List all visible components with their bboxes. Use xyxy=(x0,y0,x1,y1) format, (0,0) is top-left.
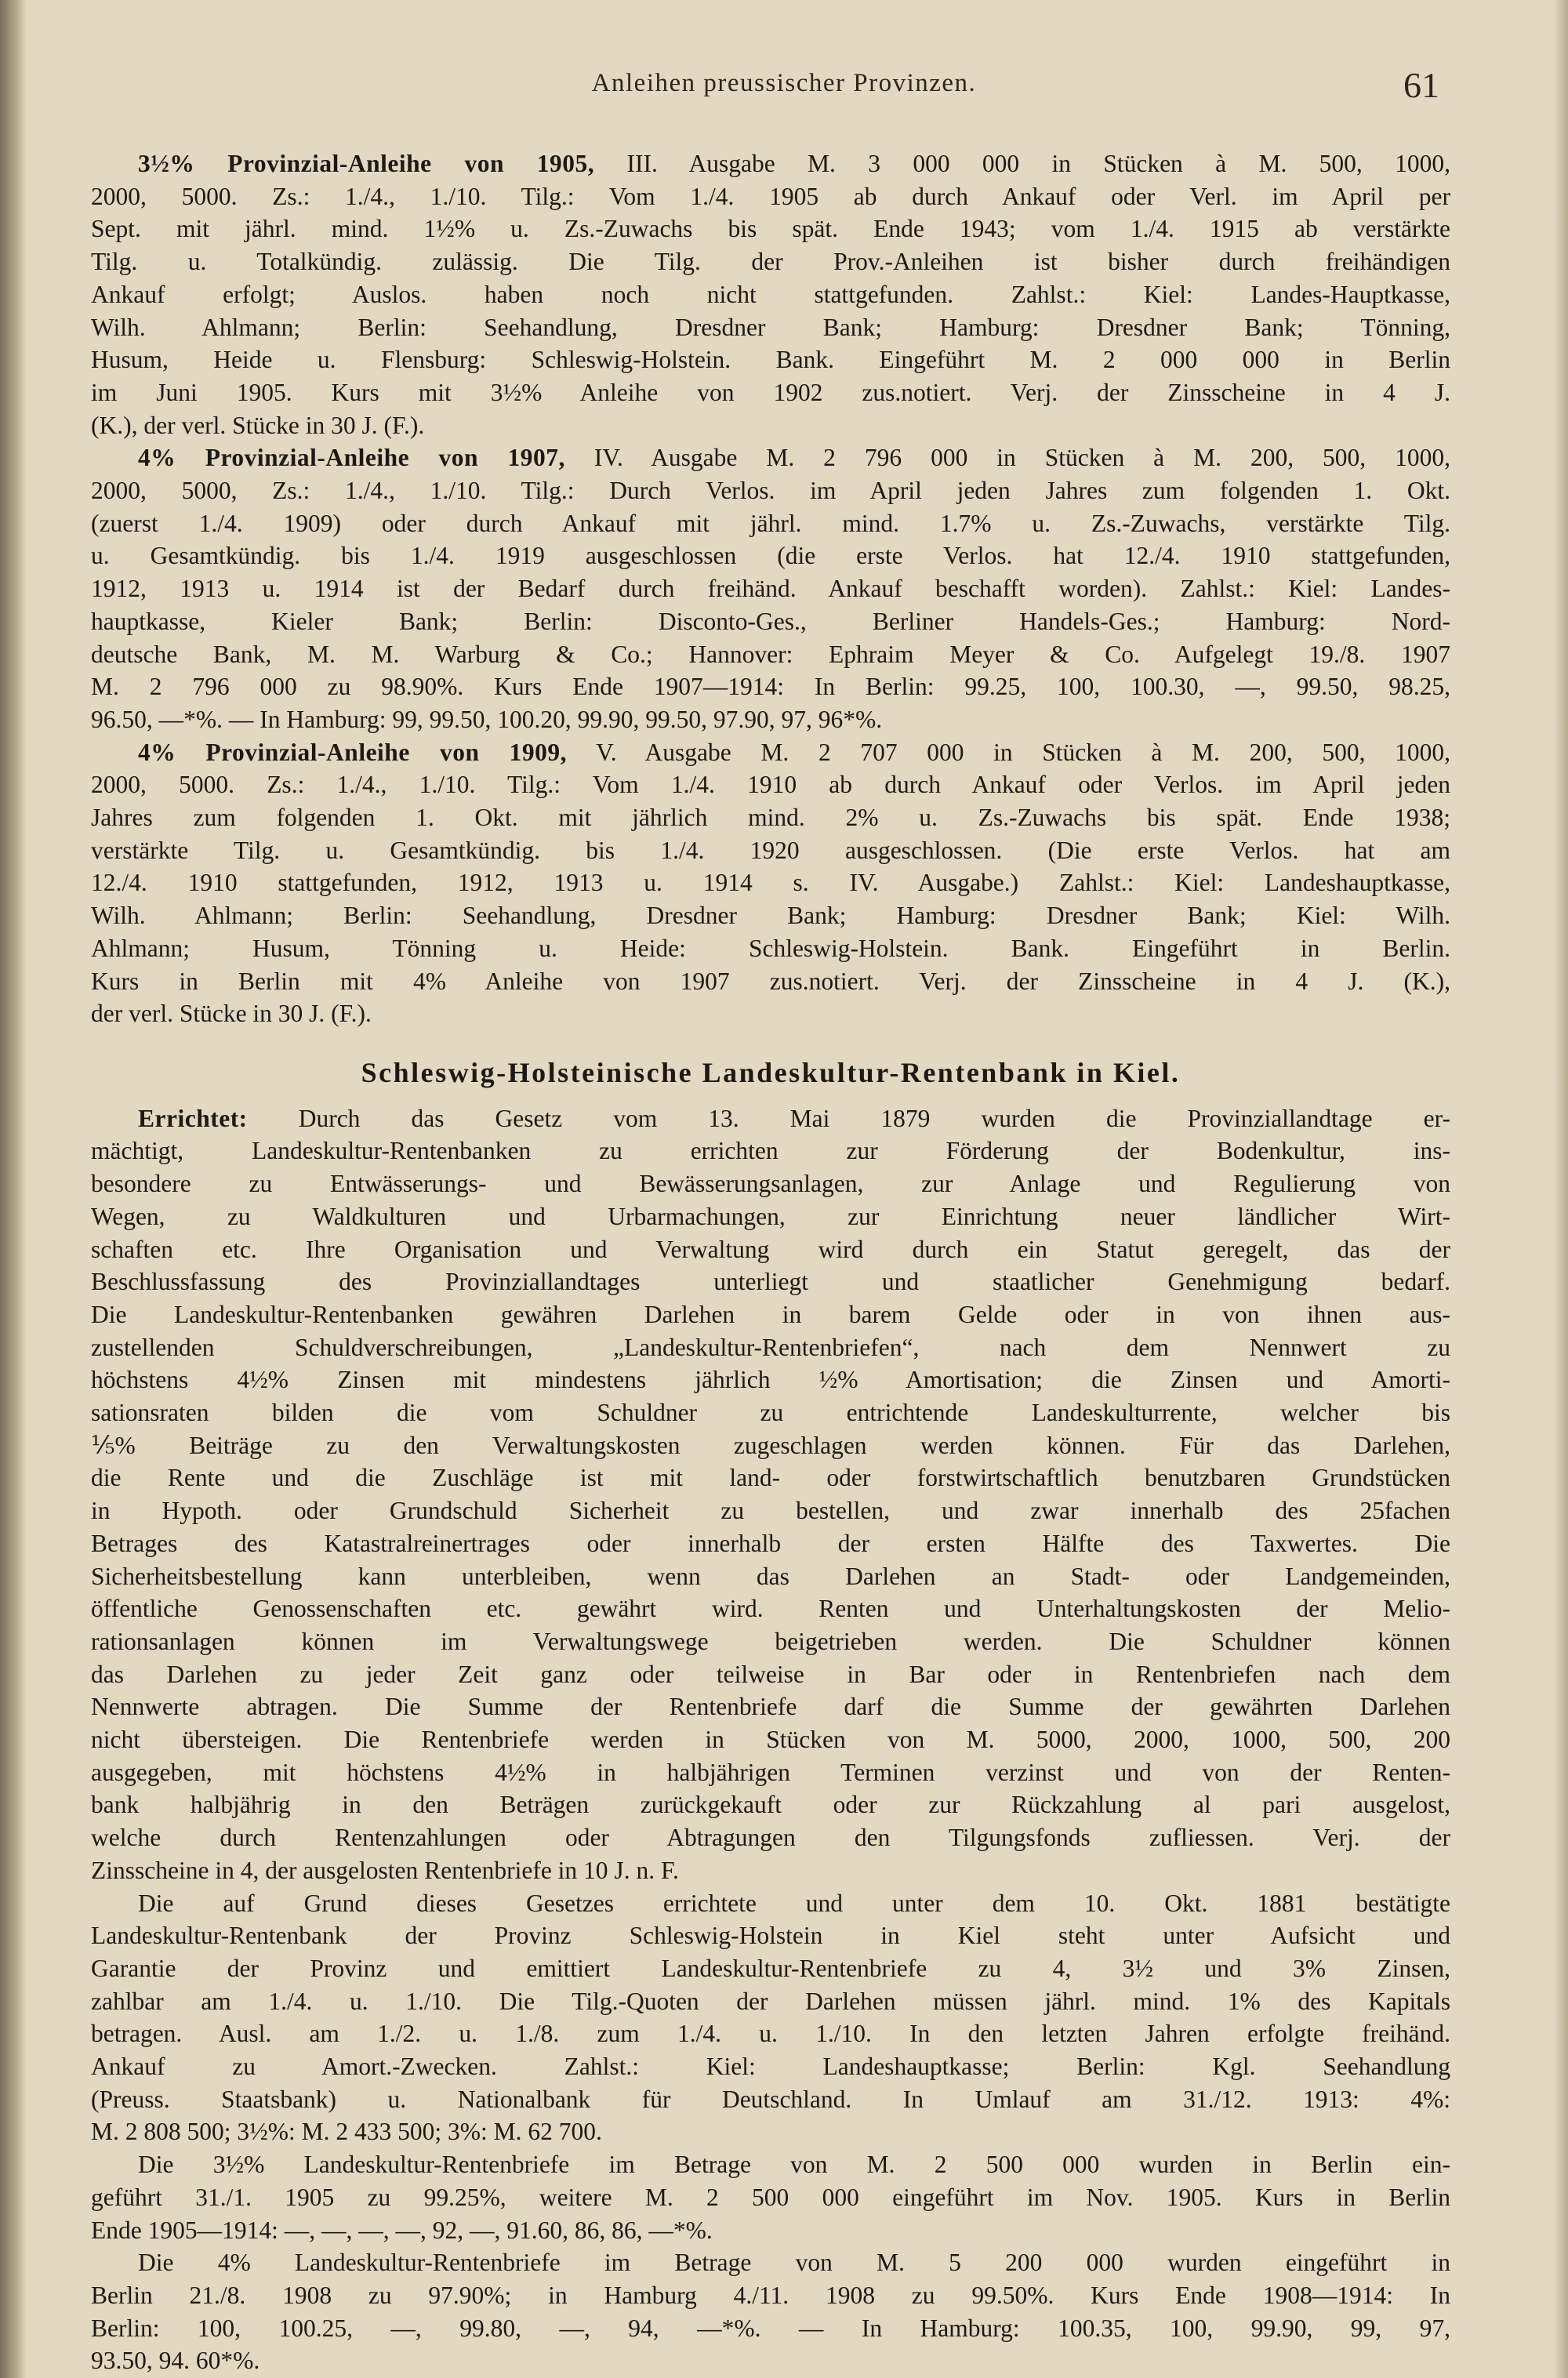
text-line: das Darlehen zu jeder Zeit ganz oder teilweise in Bar oder in Rentenbriefen nach dem xyxy=(91,1660,1450,1688)
text-line: Wilh. Ahlmann; Berlin: Seehandlung, Dresdner Bank; Hamburg: Dresdner Bank; Kiel: Wilh. xyxy=(91,902,1450,930)
text-line: Die auf Grund dieses Gesetzes errichtete und unter dem 10. Okt. 1881 bestätigte xyxy=(138,1889,1450,1917)
text-line: geführt 31./1. 1905 zu 99.25%, weitere M. 2 500 000 eingeführt im Nov. 1905. Kurs in Berlin xyxy=(91,2183,1450,2211)
paragraph-3-5-percent-bonds xyxy=(91,2148,1450,2246)
text-line: zustellenden Schuldverschreibungen, „Landeskultur-Rentenbriefen“, nach dem Nennwert zu xyxy=(91,1333,1450,1361)
text-line: nicht übersteigen. Die Rentenbriefe werden in Stücken von M. 5000, 2000, 1000, 500, 200 xyxy=(91,1726,1450,1754)
text-line: 96.50, —*%. — In Hamburg: 99, 99.50, 100.20, 99.90, 99.50, 97.90, 97, 96*%. xyxy=(91,705,883,733)
text-line: (zuerst 1./4. 1909) oder durch Ankauf mit jährl. mind. 1.7% u. Zs.-Zuwachs, verstärkte Tilg. xyxy=(91,509,1450,537)
text-line: Wegen, zu Waldkulturen und Urbarmachungen, zur Einrichtung neuer ländlicher Wirt- xyxy=(91,1202,1450,1230)
text-line: Sept. mit jährl. mind. 1½% u. Zs.-Zuwachs bis spät. Ende 1943; vom 1./4. 1915 ab verstärkte xyxy=(91,215,1450,243)
text-line: (K.), der verl. Stücke in 30 J. (F.). xyxy=(91,411,425,439)
loan-heading-rest: III. Ausgabe M. 3 000 000 in Stücken à M. 500, 1000, xyxy=(594,150,1451,177)
text-line: sationsraten bilden die vom Schuldner zu entrichtende Landeskulturrente, welcher bis xyxy=(91,1399,1450,1427)
text-line: Husum, Heide u. Flensburg: Schleswig-Holstein. Bank. Eingeführt M. 2 000 000 in Berlin xyxy=(91,346,1450,374)
text-line: Zinsscheine in 4, der ausgelosten Rentenbriefe in 10 J. n. F. xyxy=(91,1856,679,1884)
text-line: Nennwerte abtragen. Die Summe der Rentenbriefe darf die Summe der gewährten Darlehen xyxy=(91,1693,1450,1721)
text-line: Die 3½% Landeskultur-Rentenbriefe im Betrage von M. 2 500 000 wurden in Berlin ein- xyxy=(138,2151,1450,2179)
text-line: Wilh. Ahlmann; Berlin: Seehandlung, Dresdner Bank; Hamburg: Dresdner Bank; Tönning, xyxy=(91,313,1450,341)
text-line: hauptkasse, Kieler Bank; Berlin: Disconto-Ges., Berliner Handels-Ges.; Hamburg: Nord- xyxy=(91,607,1450,635)
text-line xyxy=(91,1102,1450,1135)
text-line: Beschlussfassung des Provinziallandtages unterliegt und staatlicher Genehmigung bedarf. xyxy=(91,1268,1450,1296)
running-title: Anleihen preussischer Provinzen. xyxy=(591,69,977,97)
section-heading: Schleswig-Holsteinische Landeskultur-Rentenbank in Kiel. xyxy=(361,1056,1181,1088)
paragraph-4-percent-bonds xyxy=(91,2246,1450,2377)
text-line: Berlin 21./8. 1908 zu 97.90%; in Hamburg 4./11. 1908 zu 99.50%. Kurs Ende 1908—1914: In xyxy=(91,2282,1450,2309)
text-line: Landeskultur-Rentenbank der Provinz Schleswig-Holstein in Kiel steht unter Aufsicht und xyxy=(91,1922,1450,1950)
text-line: Ende 1905—1914: —, —, —, —, 92, —, 91.60, 86, 86, —*%. xyxy=(91,2216,713,2244)
established-label: Errichtet: xyxy=(138,1104,248,1132)
text-line: Ankauf zu Amort.-Zwecken. Zahlst.: Kiel: Landeshauptkasse; Berlin: Kgl. Seehandlung xyxy=(91,2053,1450,2081)
text-line: Jahres zum folgenden 1. Okt. mit jährlich mind. 2% u. Zs.-Zuwachs bis spät. Ende 1938; xyxy=(91,804,1450,832)
text-line: Sicherheitsbestellung kann unterbleiben, wenn das Darlehen an Stadt- oder Landgemeinden, xyxy=(91,1562,1450,1590)
text-line: bank halbjährig in den Beträgen zurückgekauft oder zur Rückzahlung al pari ausgelost, xyxy=(91,1791,1450,1819)
text-line: Garantie der Provinz und emittiert Landeskultur-Rentenbriefe zu 4, 3½ und 3% Zinsen, xyxy=(91,1954,1450,1982)
text-line: Die 4% Landeskultur-Rentenbriefe im Betrage von M. 5 200 000 wurden eingeführt in xyxy=(138,2249,1450,2277)
text-line: verstärkte Tilg. u. Gesamtkündig. bis 1./4. 1920 ausgeschlossen. (Die erste Verlos. hat am xyxy=(91,836,1450,864)
text-line: ausgegeben, mit höchstens 4½% in halbjährigen Terminen verzinst und von der Renten- xyxy=(91,1758,1450,1786)
text-line: Betrages des Katastralreinertrages oder innerhalb der ersten Hälfte des Taxwertes. Die xyxy=(91,1529,1450,1557)
main-text xyxy=(91,147,1450,2377)
loan-heading-rest: IV. Ausgabe M. 2 796 000 in Stücken à M. 200, 500, 1000, xyxy=(564,444,1450,472)
text-line: M. 2 796 000 zu 98.90%. Kurs Ende 1907—1914: In Berlin: 99.25, 100, 100.30, —, 99.50, 98.25, xyxy=(91,673,1450,701)
text-line: rationsanlagen können im Verwaltungswege beigetrieben werden. Die Schuldner können xyxy=(91,1627,1450,1655)
page-number: 61 xyxy=(1403,65,1439,105)
loan-first-line xyxy=(91,147,1450,180)
paragraph-establishment xyxy=(91,1102,1450,1887)
text-line: zahlbar am 1./4. u. 1./10. Die Tilg.-Quoten der Darlehen müssen jährl. mind. 1% des Kapitals xyxy=(91,1987,1450,2015)
binding-shadow xyxy=(0,0,27,2378)
text-line: 2000, 5000. Zs.: 1./4., 1./10. Tilg.: Vom 1./4. 1905 ab durch Ankauf oder Verl. im April per xyxy=(91,182,1450,210)
text-line: (Preuss. Staatsbank) u. Nationalbank für Deutschland. In Umlauf am 31./12. 1913: 4%: xyxy=(91,2085,1450,2113)
text-line: schaften etc. Ihre Organisation und Verwaltung wird durch ein Statut geregelt, das der xyxy=(91,1235,1450,1263)
text-line: im Juni 1905. Kurs mit 3½% Anleihe von 1902 zus.notiert. Verj. der Zinsscheine in 4 J. xyxy=(91,378,1450,406)
loan-entry xyxy=(91,441,1450,735)
text-line: 2000, 5000, Zs.: 1./4., 1./10. Tilg.: Durch Verlos. im April jeden Jahres zum folgenden 1. Okt. xyxy=(91,477,1450,505)
loan-heading: 3½% Provinzial-Anleihe von 1905, xyxy=(138,150,595,177)
loan-heading: 4% Provinzial-Anleihe von 1907, xyxy=(138,444,565,472)
loan-entries xyxy=(91,147,1450,1030)
text-line: 1912, 1913 u. 1914 ist der Bedarf durch freihänd. Ankauf beschafft worden). Zahlst.: Kiel: Landes- xyxy=(91,575,1450,603)
text-line: Kurs in Berlin mit 4% Anleihe von 1907 zus.notiert. Verj. der Zinsscheine in 4 J. (K.), xyxy=(91,967,1450,995)
text-line: Ankauf erfolgt; Auslos. haben noch nicht stattgefunden. Zahlst.: Kiel: Landes-Hauptkasse, xyxy=(91,280,1450,308)
text-line: Die Landeskultur-Rentenbanken gewähren Darlehen in barem Gelde oder in von ihnen aus- xyxy=(91,1300,1450,1328)
text-line: öffentliche Genossenschaften etc. gewährt wird. Renten und Unterhaltungskosten der Melio- xyxy=(91,1595,1450,1623)
text-line: 2000, 5000. Zs.: 1./4., 1./10. Tilg.: Vom 1./4. 1910 ab durch Ankauf oder Verlos. im April jeden xyxy=(91,771,1450,799)
loan-first-line xyxy=(91,736,1450,769)
text-line-rest: Durch das Gesetz vom 13. Mai 1879 wurden die Provinziallandtage er- xyxy=(247,1104,1450,1132)
loan-heading: 4% Provinzial-Anleihe von 1909, xyxy=(138,738,567,766)
text-line: die Rente und die Zuschläge ist mit land- oder forstwirtschaftlich benutzbaren Grundstücken xyxy=(91,1464,1450,1492)
running-head xyxy=(0,65,1568,116)
text-line: Ahlmann; Husum, Tönning u. Heide: Schleswig-Holstein. Bank. Eingeführt in Berlin. xyxy=(91,934,1450,962)
text-line: u. Gesamtkündig. bis 1./4. 1919 ausgeschlossen (die erste Verlos. hat 12./4. 1910 stattgefunden, xyxy=(91,542,1450,570)
loan-heading-rest: V. Ausgabe M. 2 707 000 in Stücken à M. 200, 500, 1000, xyxy=(567,738,1450,766)
text-line: höchstens 4½% Zinsen mit mindestens jährlich ½% Amortisation; die Zinsen und Amorti- xyxy=(91,1366,1450,1394)
paragraph-bank-details xyxy=(91,1887,1450,2149)
text-line: besondere zu Entwässerungs- und Bewässerungsanlagen, zur Anlage und Regulierung von xyxy=(91,1170,1450,1198)
loan-entry xyxy=(91,736,1450,1030)
text-line: ⅕% Beiträge zu den Verwaltungskosten zugeschlagen werden können. Für das Darlehen, xyxy=(91,1431,1450,1459)
text-line: 93.50, 94. 60*%. xyxy=(91,2347,260,2375)
text-line: in Hypoth. oder Grundschuld Sicherheit zu bestellen, und zwar innerhalb des 25fachen xyxy=(91,1497,1450,1525)
text-line: mächtigt, Landeskultur-Rentenbanken zu errichten zur Förderung der Bodenkultur, ins- xyxy=(91,1137,1450,1165)
text-line: der verl. Stücke in 30 J. (F.). xyxy=(91,1000,372,1028)
loan-first-line xyxy=(91,441,1450,474)
text-line: deutsche Bank, M. M. Warburg & Co.; Hannover: Ephraim Meyer & Co. Aufgelegt 19./8. 1907 xyxy=(91,640,1450,668)
text-line: welche durch Rentenzahlungen oder Abtragungen den Tilgungsfonds zufliessen. Verj. der xyxy=(91,1824,1450,1852)
text-line: 12./4. 1910 stattgefunden, 1912, 1913 u. 1914 s. IV. Ausgabe.) Zahlst.: Kiel: Landeshauptkasse, xyxy=(91,869,1450,897)
text-line: M. 2 808 500; 3½%: M. 2 433 500; 3%: M. 62 700. xyxy=(91,2118,602,2146)
text-line: betragen. Ausl. am 1./2. u. 1./8. zum 1./4. u. 1./10. In den letzten Jahren erfolgte freihänd. xyxy=(91,2020,1450,2048)
page-edge xyxy=(1554,0,1568,2378)
text-line: Tilg. u. Totalkündig. zulässig. Die Tilg. der Prov.-Anleihen ist bisher durch freihändigen xyxy=(91,248,1450,276)
text-line: Berlin: 100, 100.25, —, 99.80, —, 94, —*%. — In Hamburg: 100.35, 100, 99.90, 99, 97, xyxy=(91,2314,1450,2342)
loan-entry xyxy=(91,147,1450,441)
